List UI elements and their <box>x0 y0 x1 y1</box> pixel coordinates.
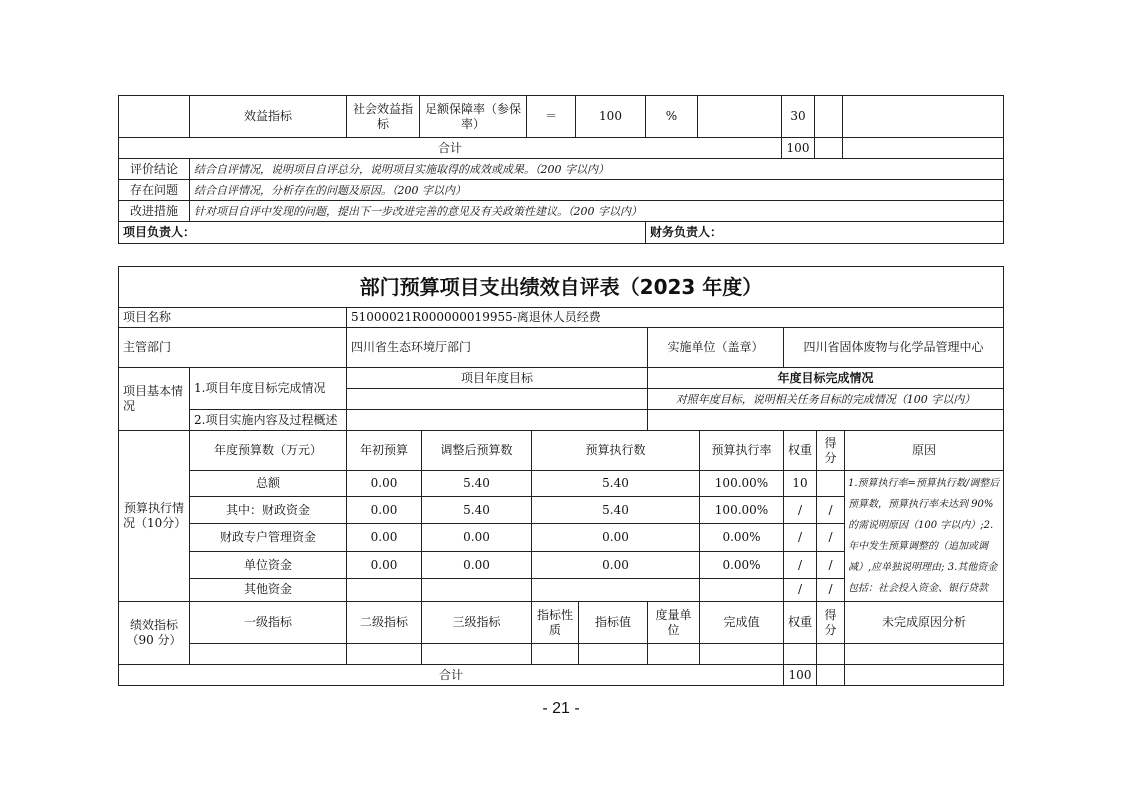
budget-weight: / <box>784 552 817 578</box>
table-row <box>119 602 1004 644</box>
perf-header: 得分 <box>817 602 845 644</box>
annual-done-header: 年度目标完成情况 <box>648 368 1004 389</box>
table-row <box>119 471 1004 497</box>
budget-executed: 0.00 <box>532 552 700 578</box>
dept-label: 主管部门 <box>119 328 347 368</box>
cell-done <box>698 96 782 138</box>
budget-score: / <box>817 497 845 523</box>
unit-label: 实施单位（盖章） <box>648 328 784 368</box>
dept-value: 四川省生态环境厅部门 <box>347 328 648 368</box>
leader-label: 项目负责人： <box>119 222 646 244</box>
budget-initial: 0.00 <box>347 552 422 578</box>
budget-rate: 100.00% <box>700 471 784 497</box>
table-row <box>119 96 1004 138</box>
budget-executed: 5.40 <box>532 471 700 497</box>
budget-score: / <box>817 523 845 552</box>
improve-label: 改进措施 <box>119 201 190 222</box>
budget-header: 调整后预算数 <box>422 431 532 471</box>
budget-executed <box>532 578 700 601</box>
cell-level2: 效益指标 <box>190 96 347 138</box>
table-row <box>119 410 1004 431</box>
table-row <box>119 201 1004 222</box>
budget-row-name: 财政专户管理资金 <box>190 523 347 552</box>
cell-level3: 社会效益指标 <box>347 96 420 138</box>
annual-goal-header: 项目年度目标 <box>347 368 648 389</box>
cell-value: 100 <box>576 96 646 138</box>
page-title: 部门预算项目支出绩效自评表（2023 年度） <box>119 267 1004 308</box>
budget-header: 权重 <box>784 431 817 471</box>
perf-header: 指标性质 <box>532 602 579 644</box>
budget-adjusted: 5.40 <box>422 471 532 497</box>
project-name-value: 51000021R000000019955-离退休人员经费 <box>347 308 1004 328</box>
budget-rate <box>700 578 784 601</box>
table-row <box>119 138 1004 159</box>
budget-rate: 0.00% <box>700 552 784 578</box>
reason-note: 1.预算执行率=预算执行数/调整后预算数，预算执行率未达到 90%的需说明原因（100 字以内）;2.年中发生预算调整的（追加或调减）,应单独说明理由; 3.其他资金包括：社会投入资金、银行贷款 <box>845 471 1004 602</box>
budget-weight: / <box>784 578 817 601</box>
problem-label: 存在问题 <box>119 180 190 201</box>
cell-nature: ＝ <box>527 96 576 138</box>
budget-initial: 0.00 <box>347 497 422 523</box>
budget-header: 得分 <box>817 431 845 471</box>
table-row <box>119 180 1004 201</box>
perf-header: 完成值 <box>700 602 784 644</box>
budget-adjusted <box>422 578 532 601</box>
budget-score: / <box>817 552 845 578</box>
perf-header: 三级指标 <box>422 602 532 644</box>
cell-level1 <box>119 96 190 138</box>
budget-header: 预算执行数 <box>532 431 700 471</box>
budget-weight: / <box>784 497 817 523</box>
cell-score <box>815 96 843 138</box>
basic-label: 项目基本情况 <box>119 368 190 431</box>
budget-score: / <box>817 578 845 601</box>
budget-header: 年初预算 <box>347 431 422 471</box>
budget-row-name: 其中：财政资金 <box>190 497 347 523</box>
table-row <box>119 222 1004 244</box>
budget-header: 年度预算数（万元） <box>190 431 347 471</box>
table-continuation <box>118 95 1004 244</box>
perf-header: 二级指标 <box>347 602 422 644</box>
budget-initial <box>347 578 422 601</box>
budget-label: 预算执行情况（10分） <box>119 431 190 602</box>
unit-value: 四川省固体废物与化学品管理中心 <box>784 328 1004 368</box>
finance-label: 财务负责人： <box>646 222 1004 244</box>
budget-header: 预算执行率 <box>700 431 784 471</box>
perf-header: 权重 <box>784 602 817 644</box>
conclusion-text: 结合自评情况，说明项目自评总分，说明项目实施取得的成效或成果。（200 字以内） <box>190 159 1004 180</box>
budget-rate: 0.00% <box>700 523 784 552</box>
table-row <box>119 328 1004 368</box>
cell-reason <box>843 96 1004 138</box>
budget-row-name: 其他资金 <box>190 578 347 601</box>
budget-executed: 0.00 <box>532 523 700 552</box>
budget-initial: 0.00 <box>347 471 422 497</box>
budget-initial: 0.00 <box>347 523 422 552</box>
perf-header: 一级指标 <box>190 602 347 644</box>
budget-weight: / <box>784 523 817 552</box>
conclusion-label: 评价结论 <box>119 159 190 180</box>
perf-header: 度量单位 <box>648 602 700 644</box>
basic-item1: 1.项目年度目标完成情况 <box>190 368 347 410</box>
budget-adjusted: 0.00 <box>422 523 532 552</box>
page-number: - 21 - <box>542 700 580 717</box>
total-weight: 100 <box>782 138 815 159</box>
budget-executed: 5.40 <box>532 497 700 523</box>
improve-text: 针对项目自评中发现的问题，提出下一步改进完善的意见及有关政策性建议。（200 字以内） <box>190 201 1004 222</box>
table-row <box>119 644 1004 665</box>
budget-weight: 10 <box>784 471 817 497</box>
total-label: 合计 <box>119 665 784 686</box>
budget-adjusted: 5.40 <box>422 497 532 523</box>
budget-row-name: 单位资金 <box>190 552 347 578</box>
table-row <box>119 308 1004 328</box>
annual-note: 对照年度目标，说明相关任务目标的完成情况（100 字以内） <box>648 389 1004 410</box>
budget-row-name: 总额 <box>190 471 347 497</box>
total-label: 合计 <box>119 138 782 159</box>
perf-header: 指标值 <box>579 602 648 644</box>
perf-label: 绩效指标（90 分） <box>119 602 190 665</box>
cell-indicator: 足额保障率（参保率） <box>420 96 527 138</box>
budget-adjusted: 0.00 <box>422 552 532 578</box>
table-self-evaluation <box>118 266 1004 686</box>
table-row <box>119 267 1004 308</box>
table-row <box>119 431 1004 471</box>
budget-rate: 100.00% <box>700 497 784 523</box>
table-row <box>119 368 1004 389</box>
total-weight: 100 <box>784 665 817 686</box>
cell-unit: % <box>646 96 698 138</box>
basic-item2: 2.项目实施内容及过程概述 <box>190 410 347 431</box>
cell-weight: 30 <box>782 96 815 138</box>
problem-text: 结合自评情况，分析存在的问题及原因。（200 字以内） <box>190 180 1004 201</box>
project-name-label: 项目名称 <box>119 308 347 328</box>
table-row <box>119 665 1004 686</box>
budget-score <box>817 471 845 497</box>
budget-header: 原因 <box>845 431 1004 471</box>
table-row <box>119 159 1004 180</box>
perf-header: 未完成原因分析 <box>845 602 1004 644</box>
